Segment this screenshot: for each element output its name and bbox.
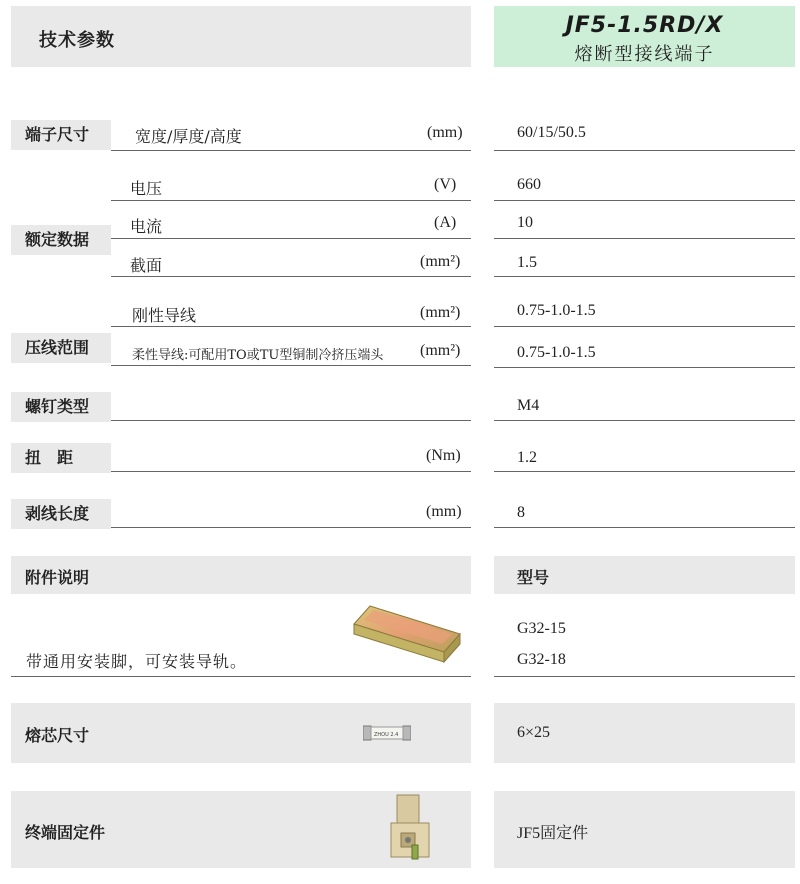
divider bbox=[111, 365, 471, 366]
divider bbox=[494, 276, 795, 277]
divider bbox=[111, 150, 471, 151]
divider bbox=[11, 676, 471, 677]
flex-param: 柔性导线:可配用TO或TU型铜制冷挤压端头 bbox=[132, 348, 384, 363]
rigid-value: 0.75-1.0-1.5 bbox=[517, 302, 596, 319]
fuse-row bbox=[11, 703, 471, 763]
crimp-label: 压线范围 bbox=[11, 333, 111, 363]
torque-label: 扭 距 bbox=[11, 443, 111, 473]
product-name: 熔断型接线端子 bbox=[574, 44, 715, 65]
fuse-print: ZHOU 2.4 bbox=[374, 732, 399, 738]
torque-value: 1.2 bbox=[517, 449, 537, 466]
voltage-param: 电压 bbox=[130, 179, 163, 198]
fuse-value-cell bbox=[494, 703, 795, 763]
model-title: 型号 bbox=[517, 568, 550, 587]
divider bbox=[494, 367, 795, 368]
voltage-unit: (V) bbox=[434, 176, 457, 193]
divider bbox=[494, 326, 795, 327]
size-param: 宽度/厚度/高度 bbox=[135, 127, 242, 146]
rigid-param: 刚性导线 bbox=[132, 306, 197, 325]
accessory-header bbox=[11, 556, 471, 594]
model-number: JF5-1.5RD/X bbox=[565, 13, 724, 38]
divider bbox=[494, 527, 795, 528]
divider bbox=[494, 420, 795, 421]
strip-label: 剥线长度 bbox=[11, 499, 111, 529]
params-header bbox=[11, 6, 471, 67]
rigid-unit: (mm²) bbox=[420, 304, 461, 321]
divider bbox=[494, 238, 795, 239]
current-unit: (A) bbox=[434, 214, 457, 231]
section-unit: (mm²) bbox=[420, 253, 461, 270]
accessory-model-2: G32-18 bbox=[517, 651, 566, 668]
current-param: 电流 bbox=[130, 217, 163, 236]
accessory-model-1: G32-15 bbox=[517, 620, 566, 637]
current-value: 10 bbox=[517, 214, 533, 231]
divider bbox=[111, 527, 471, 528]
accessory-desc: 带通用安装脚，可安装导轨。 bbox=[26, 652, 248, 671]
strip-value: 8 bbox=[517, 504, 525, 521]
fuse-label: 熔芯尺寸 bbox=[25, 726, 90, 745]
divider bbox=[111, 200, 471, 201]
divider bbox=[494, 150, 795, 151]
divider bbox=[494, 200, 795, 201]
screw-value: M4 bbox=[517, 397, 540, 414]
section-value: 1.5 bbox=[517, 254, 537, 271]
size-value: 60/15/50.5 bbox=[517, 124, 586, 141]
end-row bbox=[11, 791, 471, 868]
size-unit: (mm) bbox=[427, 124, 463, 141]
strip-unit: (mm) bbox=[426, 503, 462, 520]
torque-unit: (Nm) bbox=[426, 447, 461, 464]
fuse-image bbox=[363, 725, 411, 741]
product-header bbox=[494, 6, 795, 67]
model-header bbox=[494, 556, 795, 594]
flex-value: 0.75-1.0-1.5 bbox=[517, 344, 596, 361]
fuse-value: 6×25 bbox=[517, 724, 551, 741]
size-label: 端子尺寸 bbox=[11, 120, 111, 150]
divider bbox=[111, 276, 471, 277]
din-rail-image bbox=[350, 600, 462, 670]
params-title: 技术参数 bbox=[39, 30, 115, 51]
end-value: JF5固定件 bbox=[517, 825, 589, 842]
end-label: 终端固定件 bbox=[25, 823, 106, 842]
divider bbox=[111, 326, 471, 327]
divider bbox=[494, 471, 795, 472]
divider bbox=[111, 420, 471, 421]
section-param: 截面 bbox=[130, 256, 163, 275]
end-bracket-image bbox=[379, 793, 439, 867]
voltage-value: 660 bbox=[517, 176, 541, 193]
flex-unit: (mm²) bbox=[420, 342, 461, 359]
divider bbox=[494, 676, 795, 677]
divider bbox=[111, 471, 471, 472]
rated-label: 额定数据 bbox=[11, 225, 111, 255]
screw-label: 螺钉类型 bbox=[11, 392, 111, 422]
end-value-cell bbox=[494, 791, 795, 868]
divider bbox=[111, 238, 471, 239]
accessory-title: 附件说明 bbox=[25, 568, 90, 587]
